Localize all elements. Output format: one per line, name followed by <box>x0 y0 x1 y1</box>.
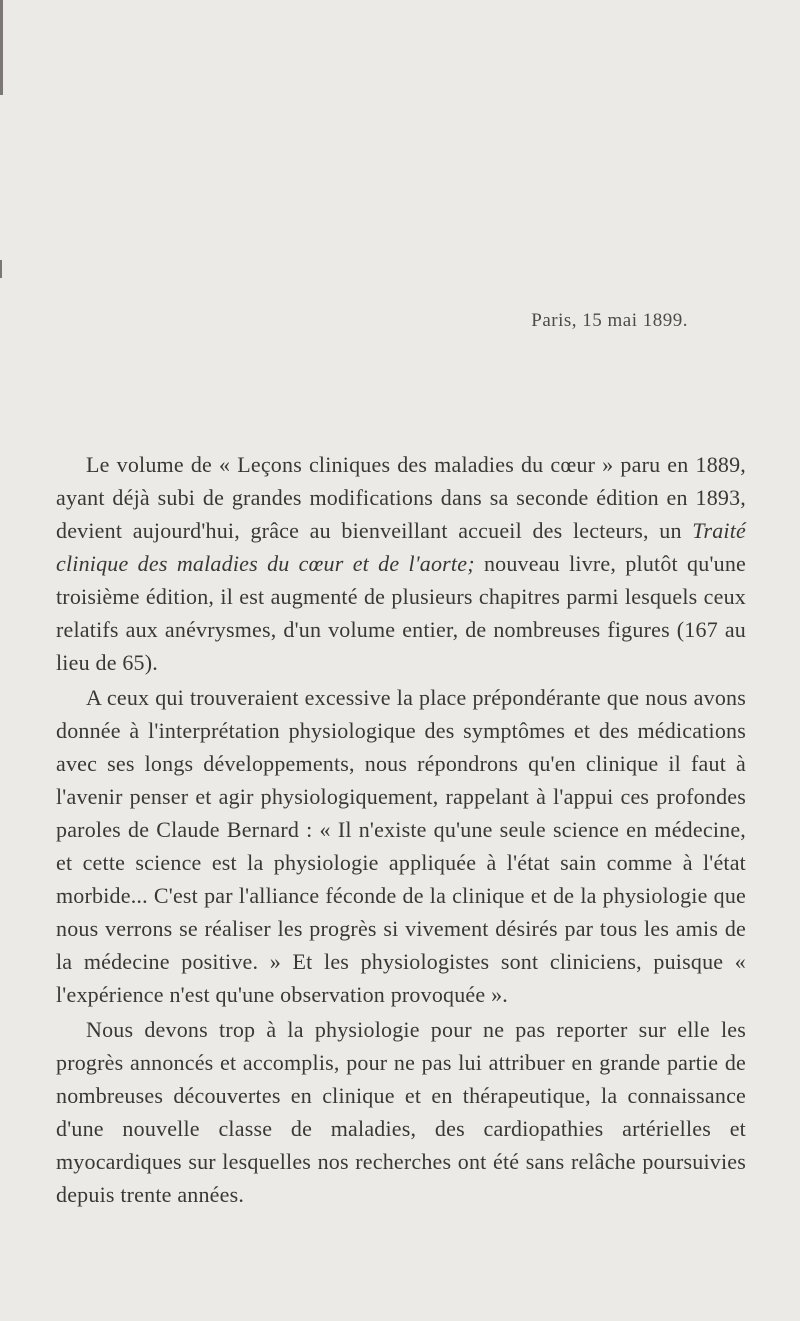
page-edge-shadow <box>0 0 3 95</box>
paragraph-2: A ceux qui trouveraient excessive la place prépondérante que nous avons donnée à l'interprétation physiologique des symptômes et des médications avec ses longs développements, nous répondrons qu'en clinique il faut à l'avenir penser et agir physiologiquement, rappelant à l'appui ces profondes paroles de Claude Bernard : « Il n'existe qu'une seule science en médecine, et cette science est la physiologie appliquée à l'état sain comme à l'état morbide... C'est par l'alliance féconde de la clinique et de la physiologie que nous verrons se réaliser les progrès si vivement désirés par tous les amis de la médecine positive. » Et les physiologistes sont cliniciens, puisque « l'expérience n'est qu'une observation provoquée ». <box>56 685 746 1007</box>
dateline: Paris, 15 mai 1899. <box>531 310 688 331</box>
paragraph-1-text-end: nouveau livre, plutôt qu'une troisième édition, il est augmenté de plusieurs chapitres parmi lesquels ceux relatifs aux anévrysmes, d'un volume entier, de nombreuses figures (167 au lieu de 65). <box>56 551 746 675</box>
paragraph-3: Nous devons trop à la physiologie pour ne pas reporter sur elle les progrès annoncés et accomplis, pour ne pas lui attribuer en grande partie de nombreuses découvertes en clinique et en thérapeutique, la connaissance d'une nouvelle classe de maladies, des cardiopathies artérielles et myocardiques sur lesquelles nos recherches ont été sans relâche poursuivies depuis trente années. <box>56 1017 746 1207</box>
book-title-italic: Traité clinique des maladies du cœur et de l'aorte; <box>56 518 746 576</box>
body-text <box>56 448 746 1211</box>
page-edge-mark <box>0 260 2 278</box>
paragraph-1 <box>56 448 746 679</box>
paragraph-1-text-start: Le volume de « Leçons cliniques des maladies du cœur » paru en 1889, ayant déjà subi de grandes modifications dans sa seconde édition en 1893, devient aujourd'hui, grâce au bienveillant accueil des lecteurs, un <box>56 452 746 543</box>
